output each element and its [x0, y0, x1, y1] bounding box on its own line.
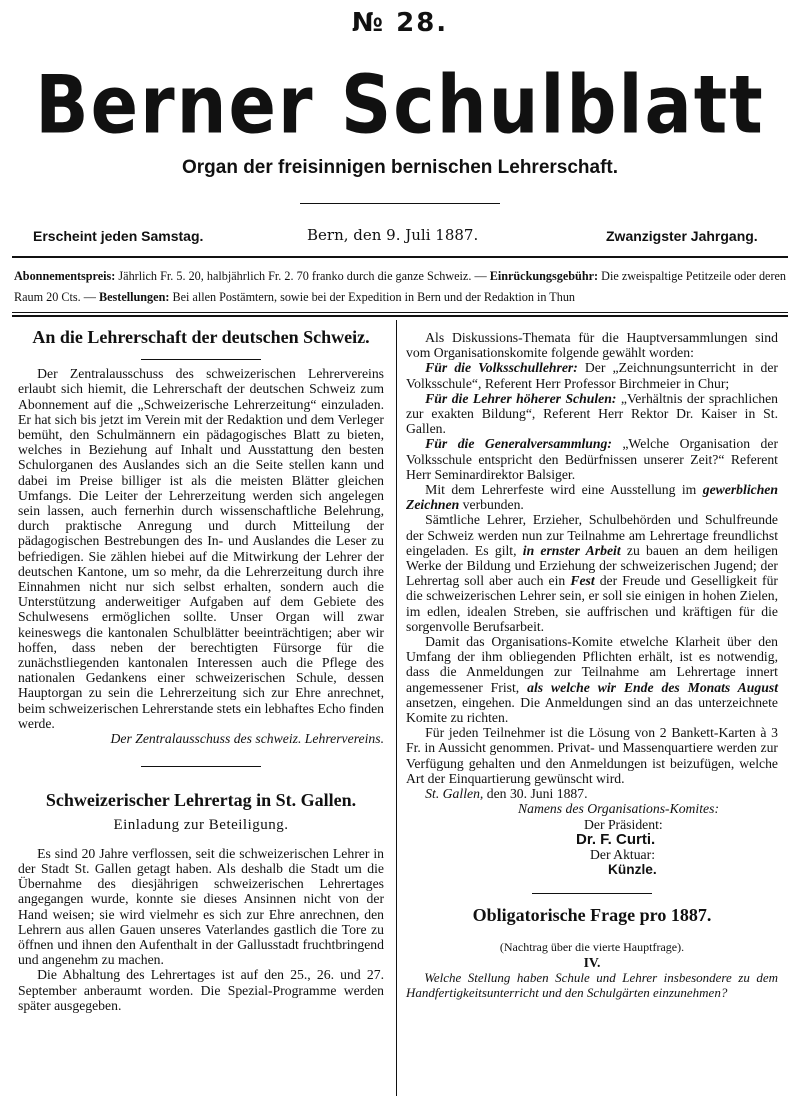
- topic-text: Der „Zeichnungsunterricht in der Volksschule“, Referent Herr Professor Birchmeier in Chur;: [406, 360, 778, 391]
- topic-2: [406, 391, 778, 437]
- emphasis: in ernster Arbeit: [522, 542, 621, 558]
- issue-date: Bern, den 9. Juli 1887.: [307, 226, 479, 244]
- committee-line: Namens des Organisations-Komites:: [518, 801, 720, 817]
- actuary-label: Der Aktuar:: [590, 846, 655, 862]
- topic-text: „Verhältnis der sprachlichen zur exakten Bildung“, Referent Herr Rektor Dr. Kaiser in St. Gallen.: [406, 390, 778, 437]
- rule-double: [12, 315, 788, 317]
- topic-text: „Welche Organisation der Volksschule entspricht den Bedürfnissen unserer Zeit?“ Referent Herr Seminardirektor Balsiger.: [406, 436, 778, 482]
- paragraph: [406, 512, 778, 634]
- article-heading: An die Lehrerschaft der deutschen Schweiz.: [32, 327, 370, 347]
- heading-divider: [141, 359, 261, 360]
- topic-label: Für die Lehrer höherer Schulen:: [425, 390, 617, 406]
- article-subheading: Einladung zur Beteiligung.: [113, 817, 289, 834]
- subscription-price: Jährlich Fr. 5. 20, halbjährlich Fr. 2. 70 franko durch die ganze Schweiz. —: [115, 269, 490, 283]
- article-note: (Nachtrag über die vierte Hauptfrage).: [499, 939, 685, 954]
- president-label: Der Präsident:: [584, 816, 663, 832]
- text: der Freude und Geselligkeit für die schweizerischen Lehrer sein, er soll sie einigen in hohen Zielen, im edlen, idealen Streben, sie auffrischen und kräftigen für die sorgenvolle Berufsarbeit.: [406, 573, 778, 634]
- place: St. Gallen,: [425, 786, 484, 802]
- orders-label: Bestellungen:: [98, 290, 170, 304]
- article-body: Der Zentralausschuss des schweizerischen Lehrervereins erlaubt sich hiemit, die Lehrerschaft der deutschen Schweiz zum Abonnement auf die „Schweizerische Lehrerzeitung“ einzuladen. Er hat sich bis jetzt im Verein mit der Redaktion und dem Verleger bemüht, den Schulmännern ein pädagogisches Blatt zu bieten, welches in Beziehung auf Inhalt und Ausstattung den besten Schulorganen des Auslandes sich an die Seite stellen kann und dabei im Preise billiger ist als die meisten Blätter gleichen Umfangs. Die Leiter der Lehrerzeitung werden sich angelegen sein lassen, auch fernerhin durch wissenschaftliche Belehrung, durch praktische Anregung und durch Mitteilung der pädagogischen Bestrebungen des In- und Auslandes die Leser zu befriedigen. Sie zählen hiebei auf die Mitwirkung der Lehrer der deutschen Kantone, um so mehr, da die Lehrerzeitung durch ihre Einnahmen nicht nur sich selbst erhalten, sondern auch die Unterstützung anderweitiger Aufgaben auf dem Gebiete des Schulwesens ermöglichen sollte. Unser Organ will zwar keineswegs die kantonalen Schulblätter beeinträchtigen; aber wir hoffen, dass neben der berechtigten Fürsorge für die zunächstliegenden kantonalen Interessen auch die Pflege des nationalen Gedankens einer schweizerischen Schule, dessen Hauptorgan zu sein die Lehrerzeitung sich zur Ehre anrechnet, beim schweizerischen Lehrerstande stets ein lebhaftes Echo finden werde.: [18, 366, 384, 731]
- volume-year: Zwanzigster Jahrgang.: [606, 228, 758, 244]
- emphasis: gewerblichen Zeichnen: [406, 482, 778, 513]
- paragraph: Als Diskussions-Themata für die Hauptversammlungen sind vom Organisationskomite folgende gewählt worden:: [406, 330, 778, 361]
- right-column: [406, 330, 778, 1000]
- topic-label: Für die Volksschullehrer:: [425, 360, 578, 376]
- section-divider: [532, 893, 652, 894]
- article-numeral: IV.: [583, 954, 601, 970]
- emphasis: Fest: [570, 573, 595, 589]
- masthead-divider: [300, 203, 500, 204]
- paragraph: Für jeden Teilnehmer ist die Lösung von 2 Bankett-Karten à 3 Fr. in Aussicht genommen. Privat- und Massenquartiere werden zur Verfügung gehalten und den Anmeldungen ist beizufügen, welche Art der Einquartierung gewünscht wird.: [406, 725, 778, 786]
- insertion-fee: Die zweispaltige Petitzeile oder deren Raum 20 Cts. —: [14, 269, 787, 304]
- left-column: [18, 327, 384, 1013]
- text: zu bauen an dem heiligen Werke der Bildung und Erziehung der schweizerischen Jugend; der Lehrertag soll aber auch ein: [406, 542, 778, 589]
- paragraph: [406, 482, 778, 512]
- newspaper-title: Berner Schulblatt: [35, 57, 765, 153]
- date: den 30. Juni 1887.: [483, 786, 588, 802]
- emphasis: als welche wir Ende des Monats August: [527, 679, 778, 695]
- top-rule: [12, 256, 788, 258]
- orders-text: Bei allen Postämtern, sowie bei der Expedition in Bern und der Redaktion in Thun: [169, 290, 576, 304]
- topic-3: [406, 436, 778, 482]
- dateline: [406, 786, 778, 801]
- insertion-fee-label: Einrückungsgebühr:: [489, 269, 599, 283]
- article-heading: Obligatorische Frage pro 1887.: [472, 905, 712, 926]
- article-paragraph: Es sind 20 Jahre verflossen, seit die schweizerischen Lehrer in der Stadt St. Gallen getagt haben. Als deshalb die Stadt um die Übernahme des diesjährigen schweizerischen Lehrertages angegangen wurde, konnte sie dieses Ansinnen nicht von der Hand weisen; sie wird vielmehr es sich zur Ehre anrechnen, den Lehrern aus allen Gauen unseres Vaterlandes gastlich die Tore zu öffnen und ihnen den Aufenthalt in der Gallusstadt fruchtbringend und angenehm zu machen.: [18, 845, 384, 968]
- section-divider: [141, 766, 261, 767]
- article-heading: Schweizerischer Lehrertag in St. Gallen.: [45, 790, 357, 811]
- publication-schedule: Erscheint jeden Samstag.: [33, 228, 204, 244]
- text: Mit dem Lehrerfeste wird eine Ausstellung im: [425, 482, 703, 498]
- newspaper-subtitle: Organ der freisinnigen bernischen Lehrerschaft.: [181, 157, 619, 178]
- subscription-info: [14, 266, 786, 308]
- subscription-label: Abonnementspreis:: [14, 269, 116, 283]
- paragraph: [406, 634, 778, 725]
- article-signature: Der Zentralausschuss des schweiz. Lehrervereins.: [110, 731, 384, 747]
- article-question: Welche Stellung haben Schule und Lehrer insbesondere zu dem Handfertigkeitsunterricht und den Schulgärten einzunehmen?: [406, 969, 778, 1001]
- article-paragraph: Die Abhaltung des Lehrertages ist auf den 25., 26. und 27. September anberaumt worden. Die Spezial-Programme werden später ausgegeben.: [18, 967, 384, 1013]
- column-divider: [396, 320, 397, 1096]
- actuary-name: Künzle.: [608, 862, 657, 878]
- text: Damit das Organisations-Komite etwelche Klarheit über den Umfang der ihm obliegenden Pflichten erhält, ist es notwendig, dass die Anmeldungen zur Teilnahme am Lehrertage innert angemessener Frist,: [406, 634, 778, 695]
- issue-number: № 28.: [351, 8, 449, 38]
- topic-1: [406, 360, 778, 390]
- text: Sämtliche Lehrer, Erzieher, Schulbehörden und Schulfreunde der Schweiz werden nun zur Teilnahme am Lehrertage freundlichst eingeladen. Es gilt,: [406, 512, 778, 558]
- text: ansetzen, eingehen. Die Anmeldungen sind an das unterzeichnete Komite zu richten.: [406, 694, 778, 726]
- president-name: Dr. F. Curti.: [576, 830, 656, 848]
- rule: [12, 312, 788, 313]
- text: verbunden.: [459, 497, 524, 513]
- topic-label: Für die Generalversammlung:: [425, 436, 612, 452]
